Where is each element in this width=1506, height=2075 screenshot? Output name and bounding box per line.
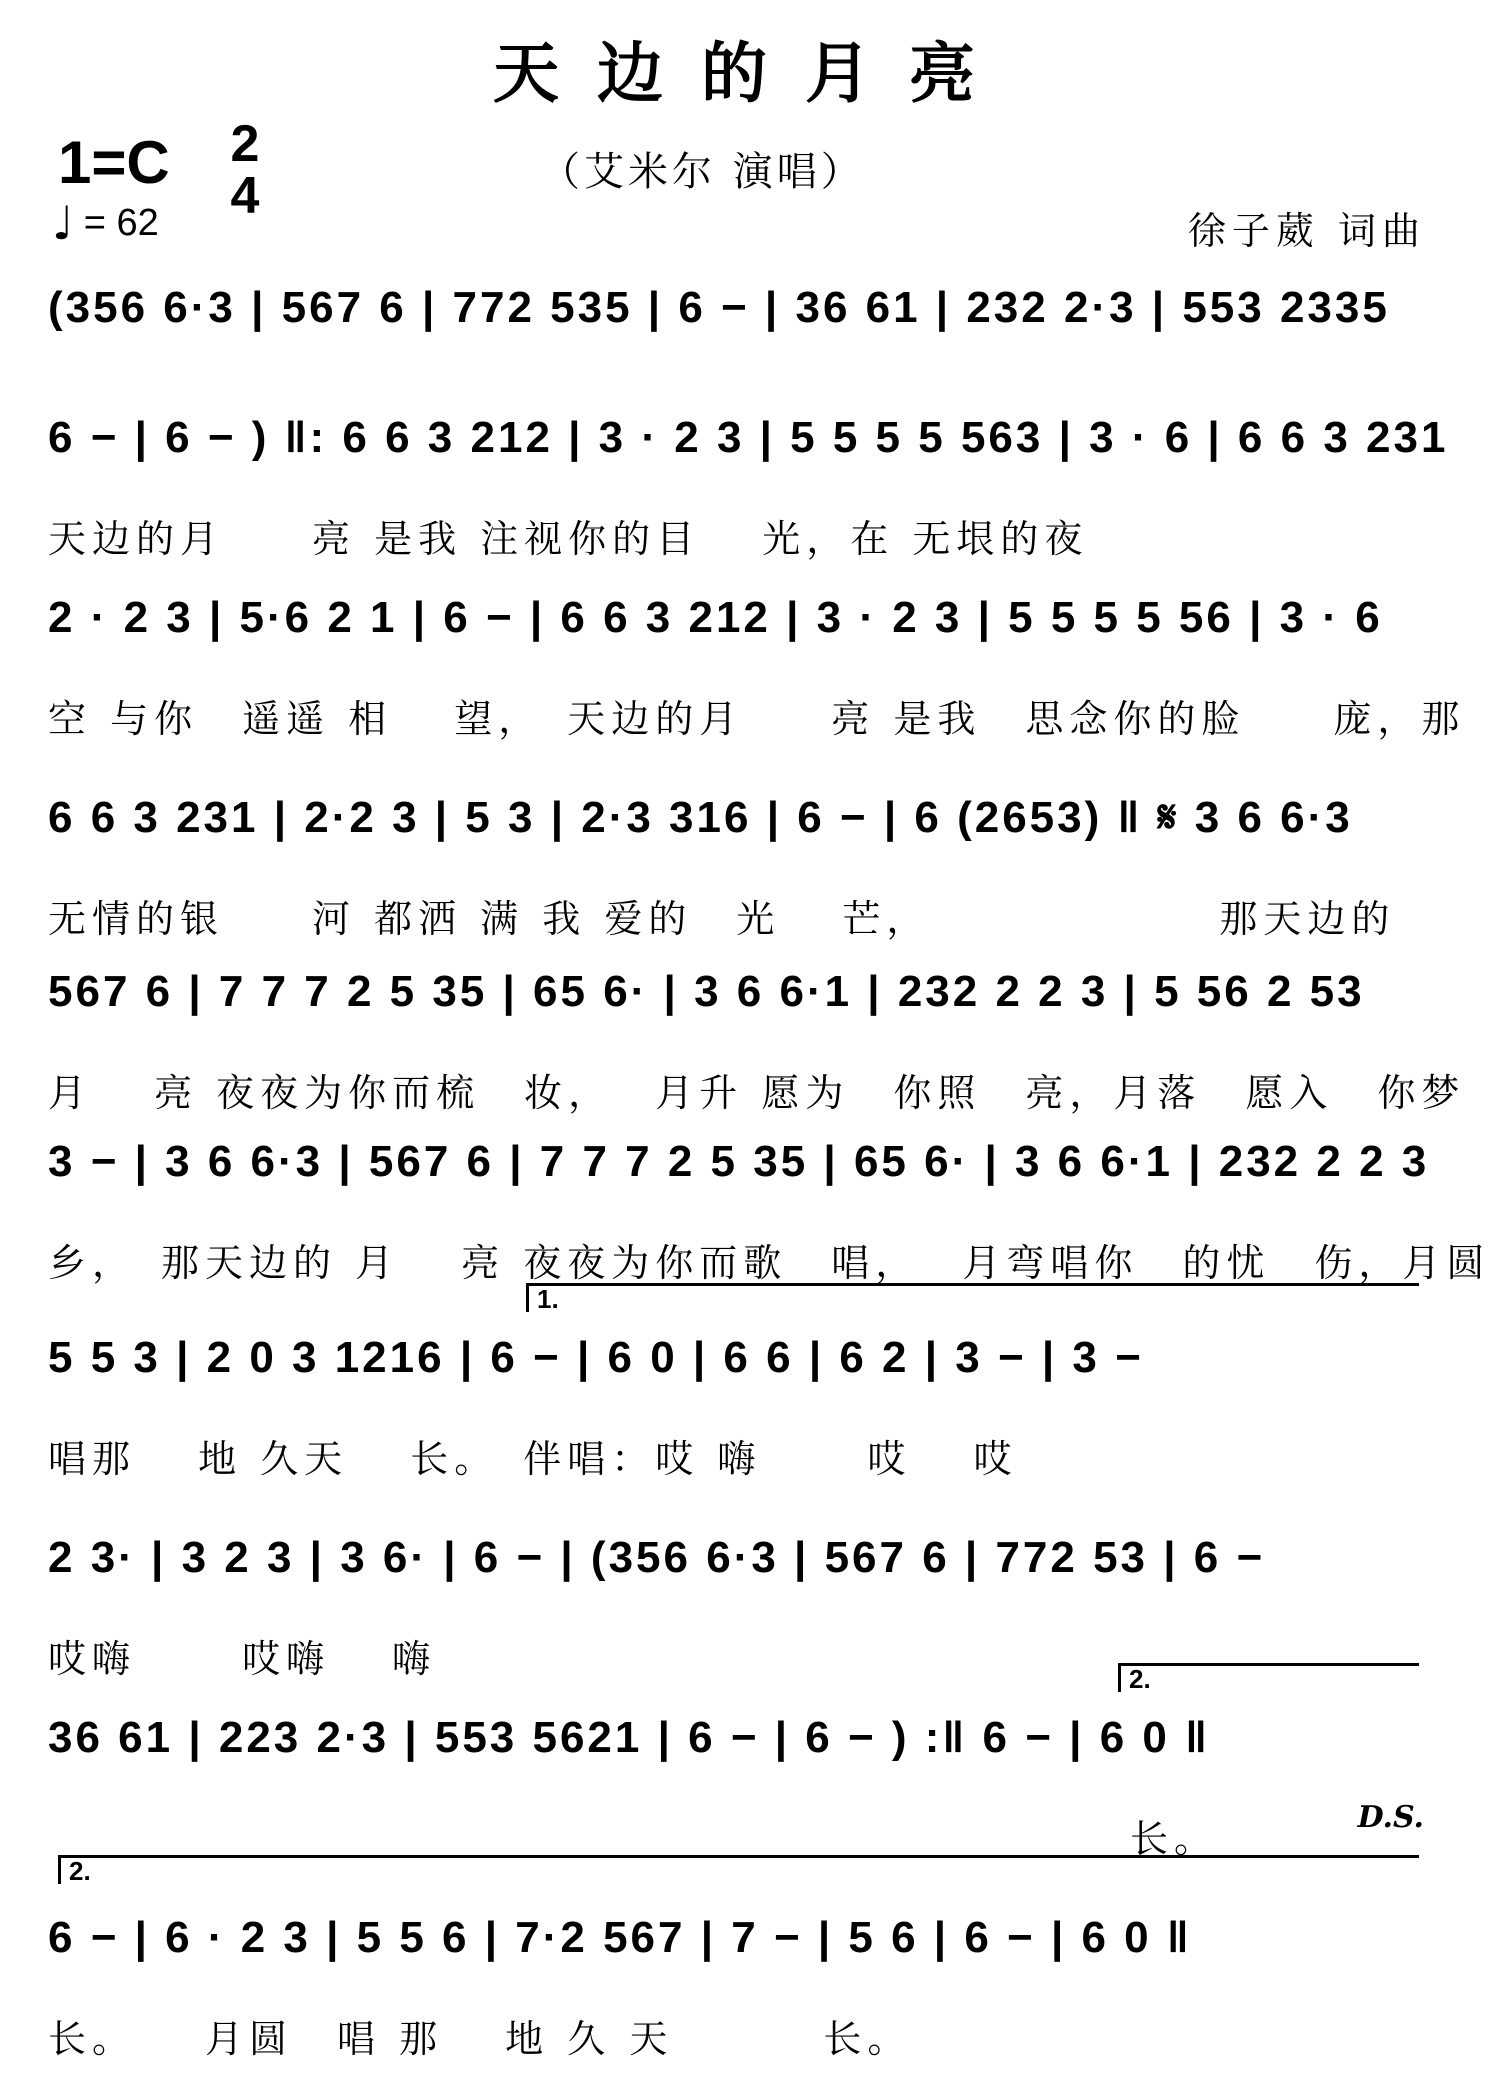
time-signature-bottom: 4 <box>230 167 260 225</box>
notes: 6 6 3 231 | 2·2 3 | 5 3 | 2·3 316 | 6 − | 6 (2653) ‖ 𝄋 3 6 6·3 <box>48 793 1353 842</box>
time-signature <box>222 115 268 225</box>
lyrics: 天边的月 亮 是我 注视你的目 光，在 无垠的夜 <box>48 517 1089 561</box>
lyrics: 空 与你 遥遥 相 望， 天边的月 亮 是我 思念你的脸 庞，那 <box>48 697 1466 741</box>
ds-marking: D.S. <box>1357 1800 1424 1835</box>
volta-second-final <box>58 1855 1419 1884</box>
notes: 6 − | 6 · 2 3 | 5 5 6 | 7·2 567 | 7 − | 5 6 | 6 − | 6 0 ‖ <box>48 1913 1192 1962</box>
notes: 5 5 3 | 2 0 3 1216 | 6 − | 6 0 | 6 6 | 6 2 | 3 − | 3 − <box>48 1333 1144 1382</box>
tempo-value: = 62 <box>83 201 159 244</box>
lyrics: 乡， 那天边的 月 亮 夜夜为你而歌 唱， 月弯唱你 的忧 伤，月圆 <box>48 1241 1491 1285</box>
time-signature-top: 2 <box>230 115 260 173</box>
notes: 567 6 | 7 7 7 2 5 35 | 65 6· | 3 6 6·1 | 232 2 2 3 | 5 56 2 53 <box>48 967 1365 1016</box>
lyrics: 月 亮 夜夜为你而梳 妆， 月升 愿为 你照 亮，月落 愿入 你梦 <box>48 1071 1466 1115</box>
volta-first-label: 1. <box>537 1284 559 1314</box>
volta-second <box>1118 1663 1419 1692</box>
lyrics: 无情的银 河 都洒 满 我 爱的 光 芒， 那天边的 <box>48 897 1396 941</box>
volta-first <box>526 1283 1419 1312</box>
notes: (356 6·3 | 567 6 | 772 535 | 6 − | 36 61 | 232 2·3 | 553 2335 <box>48 283 1390 332</box>
song-title: 天边的月亮 <box>493 34 1013 112</box>
notes: 6 − | 6 − ) ‖: 6 6 3 212 | 3 · 2 3 | 5 5 5 5 563 | 3 · 6 | 6 6 3 231 <box>48 413 1449 462</box>
volta-second-label: 2. <box>1129 1664 1151 1694</box>
volta-second-final-label: 2. <box>69 1856 91 1886</box>
notes: 36 61 | 223 2·3 | 553 5621 | 6 − | 6 − ) :‖ 6 − | 6 0 ‖ <box>48 1713 1210 1762</box>
tempo <box>52 196 159 250</box>
key-signature: 1=C <box>58 129 170 196</box>
notes: 3 − | 3 6 6·3 | 567 6 | 7 7 7 2 5 35 | 65 6· | 3 6 6·1 | 232 2 2 3 <box>48 1137 1430 1186</box>
notes: 2 · 2 3 | 5·6 2 1 | 6 − | 6 6 3 212 | 3 · 2 3 | 5 5 5 5 56 | 3 · 6 <box>48 593 1383 642</box>
lyrics: 哎嗨 哎嗨 嗨 <box>48 1637 437 1681</box>
lyrics: 长。 月圆 唱 那 地 久 天 长。 <box>48 2017 912 2061</box>
quarter-note-icon: ♩ <box>52 196 74 250</box>
composer: 徐子葳 词曲 <box>1187 209 1426 253</box>
singer: （艾米尔 演唱） <box>540 149 865 195</box>
notes: 2 3· | 3 2 3 | 3 6· | 6 − | (356 6·3 | 567 6 | 772 53 | 6 − <box>48 1533 1266 1582</box>
lyrics: 唱那 地 久天 长。 伴唱：哎 嗨 哎 哎 <box>48 1437 1018 1481</box>
lyrics: 长。 <box>1130 1817 1219 1861</box>
